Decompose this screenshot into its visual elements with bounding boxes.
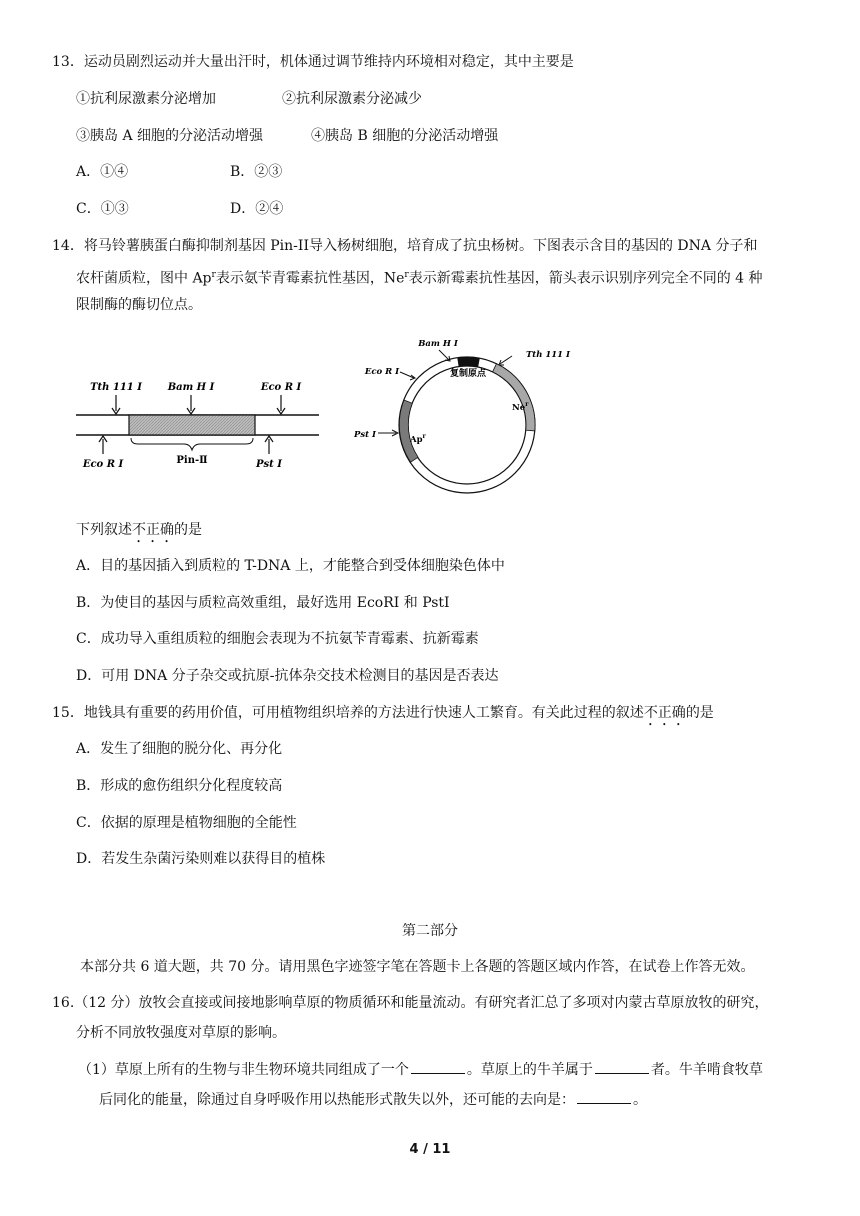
q16-sub1-line2 bbox=[99, 1090, 647, 1110]
plasmid-label-ap bbox=[409, 433, 427, 445]
ap-sup: r bbox=[422, 433, 426, 440]
q15-option-b: B．形成的愈伤组织分化程度较高 bbox=[76, 778, 283, 794]
q14-stem-line2 bbox=[76, 265, 763, 289]
q14-prompt-emphasis: 不正确 bbox=[132, 522, 174, 538]
plasmid-diagram bbox=[352, 330, 592, 510]
q13-stem: 13．运动员剧烈运动并大量出汗时，机体通过调节维持内环境相对稳定，其中主要是 bbox=[52, 54, 574, 70]
q14-stem-seg-c: 表示新霉素抗性基因，箭头表示识别序列完全不同的 4 种 bbox=[408, 270, 763, 287]
answer-blank[interactable] bbox=[577, 1091, 631, 1104]
plasmid-label-ecori: Eco R Ⅰ bbox=[364, 367, 400, 377]
q14-option-a: A．目的基因插入到质粒的 T-DNA 上，才能整合到受体细胞染色体中 bbox=[76, 558, 505, 574]
plasmid-label-psti: Pst Ⅰ bbox=[353, 430, 377, 440]
q14-stem-line1: 14．将马铃薯胰蛋白酶抑制剂基因 Pin-II导入杨树细胞，培育成了抗虫杨树。下图表示含目的基因的 DNA 分子和 bbox=[52, 238, 758, 254]
q15-option-a: A．发生了细胞的脱分化、再分化 bbox=[76, 741, 283, 757]
plasmid-label-tth111: Tth 111 Ⅰ bbox=[525, 350, 571, 360]
q13-item-1: ①抗利尿激素分泌增加 bbox=[76, 91, 216, 107]
q13-option-d: D．②④ bbox=[230, 201, 284, 217]
q14-prompt-pre: 下列叙述 bbox=[76, 522, 132, 538]
q16-sub1-line1 bbox=[78, 1060, 763, 1080]
origin-block bbox=[457, 357, 480, 367]
dna-fragment-diagram bbox=[76, 370, 326, 475]
q13-item-2: ②抗利尿激素分泌减少 bbox=[282, 91, 422, 107]
part2-title: 第二部分 bbox=[402, 923, 458, 939]
ap-text: Ap bbox=[410, 435, 423, 445]
pin-ii-brace bbox=[131, 438, 253, 450]
pin-ii-gene-block bbox=[129, 415, 255, 435]
q13-option-c: C．①③ bbox=[76, 201, 129, 217]
answer-blank[interactable] bbox=[411, 1061, 465, 1074]
ap-resistance-gene bbox=[399, 400, 418, 462]
q14-stem-seg-a: 农杆菌质粒，图中 Ap bbox=[76, 270, 212, 287]
q13-option-b: B．②③ bbox=[230, 164, 283, 180]
q16-sub1-seg-b: 。草原上的牛羊属于 bbox=[466, 1062, 593, 1078]
label-ecori-top: Eco R Ⅰ bbox=[260, 382, 302, 393]
part2-intro: 本部分共 6 道大题，共 70 分。请用黑色字迹签字笔在答题卡上各题的答题区域内作答，在试卷上作答无效。 bbox=[80, 959, 755, 975]
q14-option-b: B．为使目的基因与质粒高效重组，最好选用 EcoRI 和 PstI bbox=[76, 595, 450, 611]
q16-sub1-end: 。 bbox=[633, 1092, 647, 1108]
q16-stem-line2: 分析不同放牧强度对草原的影响。 bbox=[76, 1025, 286, 1041]
q15-stem-emphasis: 不正确 bbox=[643, 705, 686, 721]
plasmid-label-origin: 复制原点 bbox=[449, 369, 487, 379]
ne-text: Ne bbox=[512, 403, 526, 413]
q13-item-3: ③胰岛 A 细胞的分泌活动增强 bbox=[76, 128, 264, 144]
q13-item-4: ④胰岛 B 细胞的分泌活动增强 bbox=[311, 128, 499, 144]
q15-option-c: C．依据的原理是植物细胞的全能性 bbox=[76, 815, 297, 831]
label-pin-ii: Pin-Ⅱ bbox=[176, 455, 208, 466]
q16-sub1-seg-a: （1）草原上所有的生物与非生物环境共同组成了一个 bbox=[78, 1062, 409, 1078]
q14-stem-line3: 限制酶的酶切位点。 bbox=[76, 297, 202, 313]
label-bamhi: Bam H Ⅰ bbox=[167, 382, 215, 393]
q14-option-c: C．成功导入重组质粒的细胞会表现为不抗氨苄青霉素、抗新霉素 bbox=[76, 631, 479, 647]
label-ecori-bottom: Eco R Ⅰ bbox=[82, 459, 124, 470]
q13-option-a: A．①④ bbox=[76, 164, 129, 180]
q16-sub1-seg-c: 者。牛羊啃食牧草 bbox=[650, 1062, 763, 1078]
label-tth111: Tth 111 Ⅰ bbox=[90, 382, 142, 393]
q14-prompt-post: 的是 bbox=[174, 522, 202, 538]
plasmid-inner-ring bbox=[408, 366, 526, 484]
q14-stem-seg-b: 表示氨苄青霉素抗性基因，Ne bbox=[215, 270, 405, 287]
q14-option-d: D．可用 DNA 分子杂交或抗原-抗体杂交技术检测目的基因是否表达 bbox=[76, 668, 499, 684]
q15-stem-post: 的是 bbox=[685, 705, 714, 721]
ne-sup: r bbox=[525, 401, 529, 408]
plasmid-label-bamhi: Bam H Ⅰ bbox=[418, 339, 458, 349]
q15-option-d: D．若发生杂菌污染则难以获得目的植株 bbox=[76, 851, 326, 867]
q14-sup-1: r bbox=[211, 270, 216, 280]
page-number: 4 / 11 bbox=[409, 1142, 451, 1157]
q14-prompt bbox=[76, 520, 202, 546]
ne-resistance-gene bbox=[493, 364, 535, 431]
q16-stem-line1: 16.（12 分）放牧会直接或间接地影响草原的物质循环和能量流动。有研究者汇总了多项对内蒙古草原放牧的研究， bbox=[52, 995, 769, 1011]
answer-blank[interactable] bbox=[595, 1061, 649, 1074]
q15-stem bbox=[52, 703, 714, 729]
label-psti: Pst Ⅰ bbox=[256, 459, 282, 470]
q16-sub1-line2-text: 后同化的能量，除通过自身呼吸作用以热能形式散失以外，还可能的去向是： bbox=[99, 1092, 575, 1108]
q15-stem-pre: 15．地钱具有重要的药用价值，可用植物组织培养的方法进行快速人工繁育。有关此过程的叙述 bbox=[52, 705, 644, 721]
q14-sup-2: r bbox=[404, 270, 409, 280]
